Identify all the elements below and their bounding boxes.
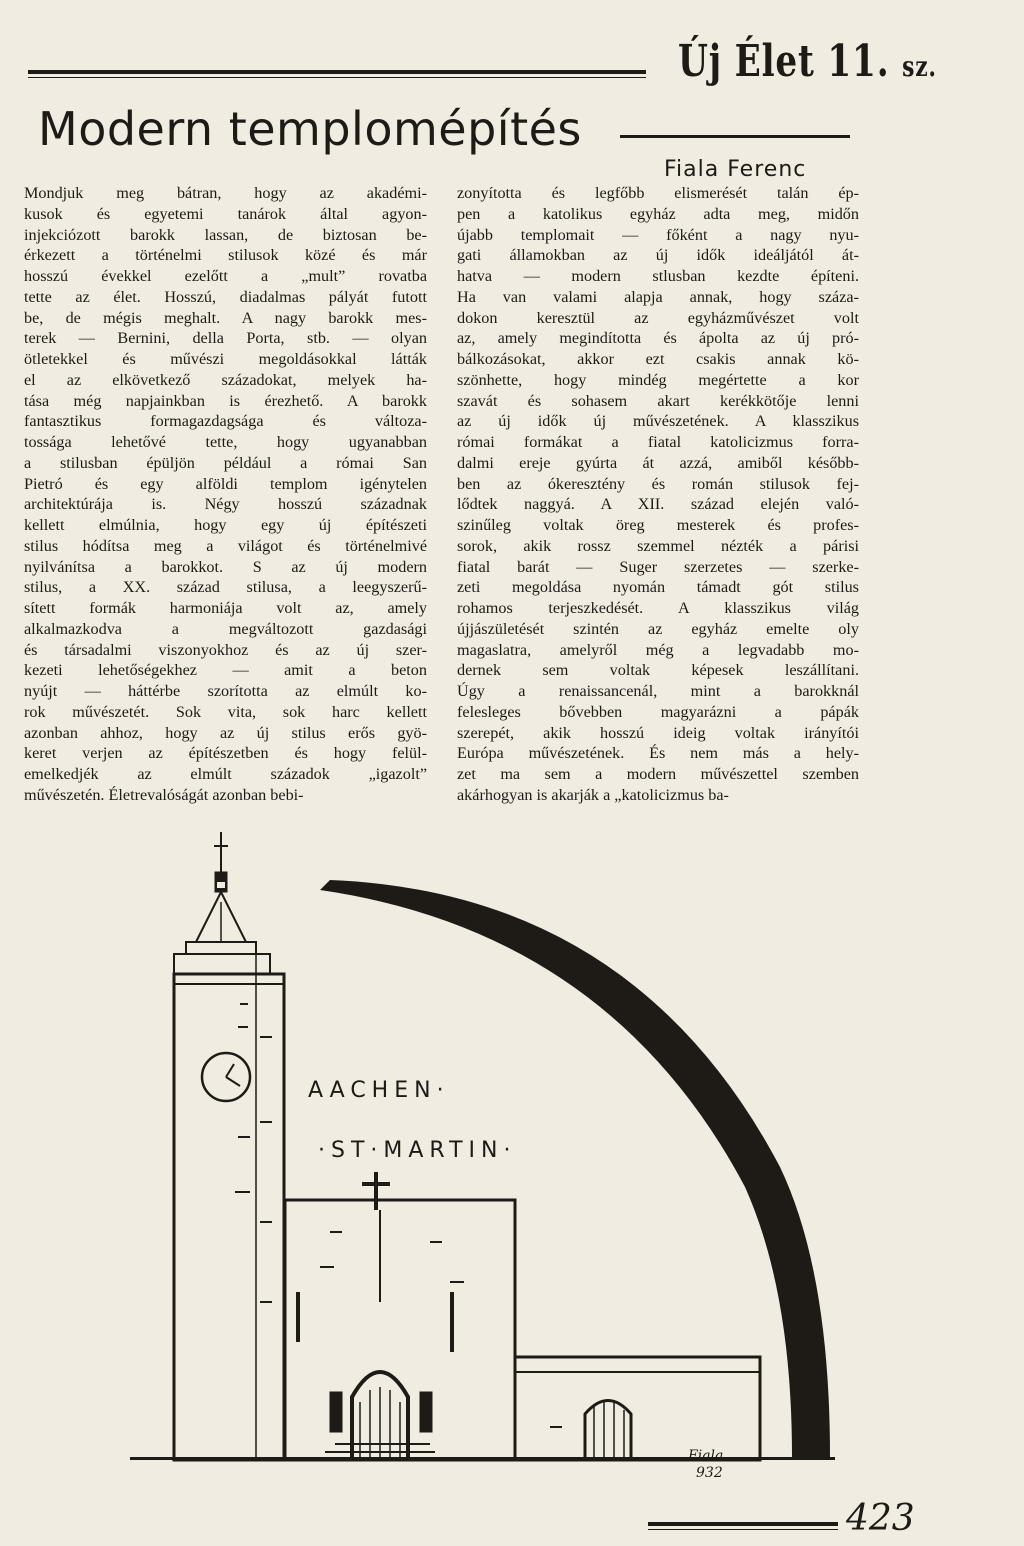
- title-rule: [620, 135, 850, 138]
- artist-signature: Fiala: [688, 1448, 724, 1464]
- text-line: szavát és sohasem akart kerékkötője lenni: [457, 391, 859, 410]
- arc-roof: [320, 880, 830, 1457]
- magazine-name: Új Élet: [678, 36, 815, 87]
- text-line: érkezett a történelmi stilusok közé és már: [24, 246, 427, 265]
- side-chapel: [515, 1357, 760, 1460]
- text-line: injekciózott barokk lassan, de biztosan be-: [24, 225, 427, 244]
- text-line: gati államokban az új idők ideáljától át-: [457, 246, 859, 265]
- text-line: fiatal barát — Suger szerzetes — szerke-: [457, 557, 859, 576]
- text-line: azonban ahhoz, hogy az új stilus erős gyö-: [24, 723, 427, 742]
- text-line: tette az élet. Hosszú, diadalmas pályát futott: [24, 287, 427, 306]
- text-line: dalmi ereje gyúrta át azzá, amiből később-: [457, 453, 859, 472]
- text-line: Ha van valami alapja annak, hogy száza-: [457, 287, 859, 306]
- text-line: újjászületését szintén az egyház emelte oly: [457, 619, 859, 638]
- text-line: tása még napjainkban is érezhető. A barokk: [24, 391, 427, 410]
- text-line: hatva — modern stlusban kezdte építeni.: [457, 267, 859, 285]
- text-line: szerepét, akik hosszú ideig voltak irányítói: [457, 723, 859, 742]
- text-line: rohamos terjeszkedését. A klasszikus világ: [457, 599, 859, 617]
- text-line: pen a katolikus egyház adta meg, midőn: [457, 204, 859, 223]
- text-line: Európa művészetének. És nem más a hely-: [457, 744, 859, 763]
- text-line: tossága lehetővé tette, hogy ugyanabban: [24, 433, 427, 451]
- text-line: be, de mégis meghalt. A nagy barokk mes-: [24, 308, 427, 327]
- text-line: stilus, a XX. század stilusa, a leegyszerű-: [24, 578, 427, 597]
- text-line: ötletekkel és művészi megoldásokkal látták: [24, 350, 427, 368]
- text-line: terek — Bernini, della Porta, stb. — olyan: [24, 329, 427, 348]
- text-line: sített formák harmoniája volt az, amely: [24, 599, 427, 617]
- text-line: emelkedjék az elmúlt századok „igazolt”: [24, 765, 427, 783]
- text-line: Úgy a renaissancenál, mint a barokknál: [457, 682, 859, 700]
- text-line: Pietró és egy alföldi templom igénytelen: [24, 474, 427, 493]
- church-nave: [285, 1172, 515, 1460]
- church-drawing: [130, 832, 980, 1482]
- illustration-caption-line1: AACHEN·: [308, 1078, 450, 1103]
- issue-abbrev: sz.: [902, 50, 937, 83]
- text-line: stilus hódítsa meg a világot és történelmivé: [24, 536, 427, 555]
- text-line: nyújt — háttérbe szorította az elmúlt ko-: [24, 682, 427, 700]
- article-column-right: [457, 183, 859, 806]
- text-line: kellett elmúlnia, hogy egy új építészeti: [24, 516, 427, 534]
- bell-tower: [174, 832, 284, 1460]
- footer-rule-thin: [648, 1529, 838, 1530]
- text-line: művészetén. Életrevalóságát azonban bebi-: [24, 785, 304, 804]
- article-author: Fiala Ferenc: [664, 157, 807, 182]
- text-line: bálkozásokat, akkor ezt csakis annak kö-: [457, 350, 859, 368]
- text-line: ben az ókeresztény és román stilusok fej-: [457, 474, 859, 493]
- text-line: az, amely megindította és ápolta az új pró-: [457, 329, 859, 348]
- page-number: 423: [846, 1498, 915, 1539]
- footer-rule: [648, 1522, 838, 1526]
- text-line: dokon keresztül az egyházművészet volt: [457, 308, 859, 327]
- text-line: a stilusban épüljön például a római San: [24, 453, 427, 472]
- text-line: zet ma sem a modern művészettel szemben: [457, 765, 859, 783]
- magazine-masthead: [678, 36, 937, 87]
- illustration-caption-line2: ·ST·MARTIN·: [318, 1138, 517, 1163]
- text-line: sorok, akik rossz szemmel nézték a párisi: [457, 536, 859, 555]
- text-line: magaslatra, amelyről még a legvadabb mo-: [457, 640, 859, 659]
- text-line: Mondjuk meg bátran, hogy az akadémi-: [24, 184, 427, 202]
- text-line: szönhette, hogy mindég megértette a kor: [457, 370, 859, 389]
- text-line: szinűleg voltak öreg mesterek és profes-: [457, 516, 859, 534]
- text-line: architektúrája is. Négy hosszú századnak: [24, 495, 427, 514]
- text-line: kezeti lehetőségekhez — amit a beton: [24, 661, 427, 680]
- text-line: alkalmazkodva a megváltozott gazdasági: [24, 619, 427, 638]
- article-column-left: [24, 183, 427, 806]
- text-line: és társadalmi viszonyokhoz és az új szer-: [24, 640, 427, 659]
- text-line: el az elkövetkező századokat, melyek ha-: [24, 370, 427, 389]
- text-line: hosszú évekkel ezelőtt a „mult” rovatba: [24, 267, 427, 285]
- text-line: kusok és egyetemi tanárok által agyon-: [24, 204, 427, 223]
- text-line: az új idők új művészetének. A klasszikus: [457, 412, 859, 431]
- text-line: római formákat a fiatal katolicizmus forra-: [457, 433, 859, 451]
- header-rule: [28, 70, 646, 74]
- header-rule-thin: [28, 77, 646, 78]
- text-line: lődtek naggyá. A XII. század elején való-: [457, 495, 859, 514]
- text-line: zonyította és legfőbb elismerését talán ép-: [457, 184, 859, 202]
- article-title: Modern templomépítés: [38, 102, 582, 156]
- text-line: rok művészetét. Sok vita, sok harc kellett: [24, 702, 427, 721]
- text-line: dernek sem voltak képesek leszállítani.: [457, 661, 859, 680]
- text-line: újabb templomait — főként a nagy nyu-: [457, 225, 859, 244]
- text-line: keret verjen az építészetben és hogy felül-: [24, 744, 427, 763]
- issue-number: 11.: [827, 36, 890, 87]
- text-line: zeti megoldása nyomán támadt gót stilus: [457, 578, 859, 597]
- text-line: nyilvánítsa a barokkot. S az új modern: [24, 557, 427, 576]
- text-line: fantasztikus formagazdagsága és változa-: [24, 412, 427, 431]
- text-line: akárhogyan is akarják a „katolicizmus ba-: [457, 785, 729, 804]
- church-illustration: [130, 832, 980, 1482]
- text-line: felesleges bővebben magyarázni a pápák: [457, 702, 859, 721]
- signature-year: 932: [696, 1465, 723, 1481]
